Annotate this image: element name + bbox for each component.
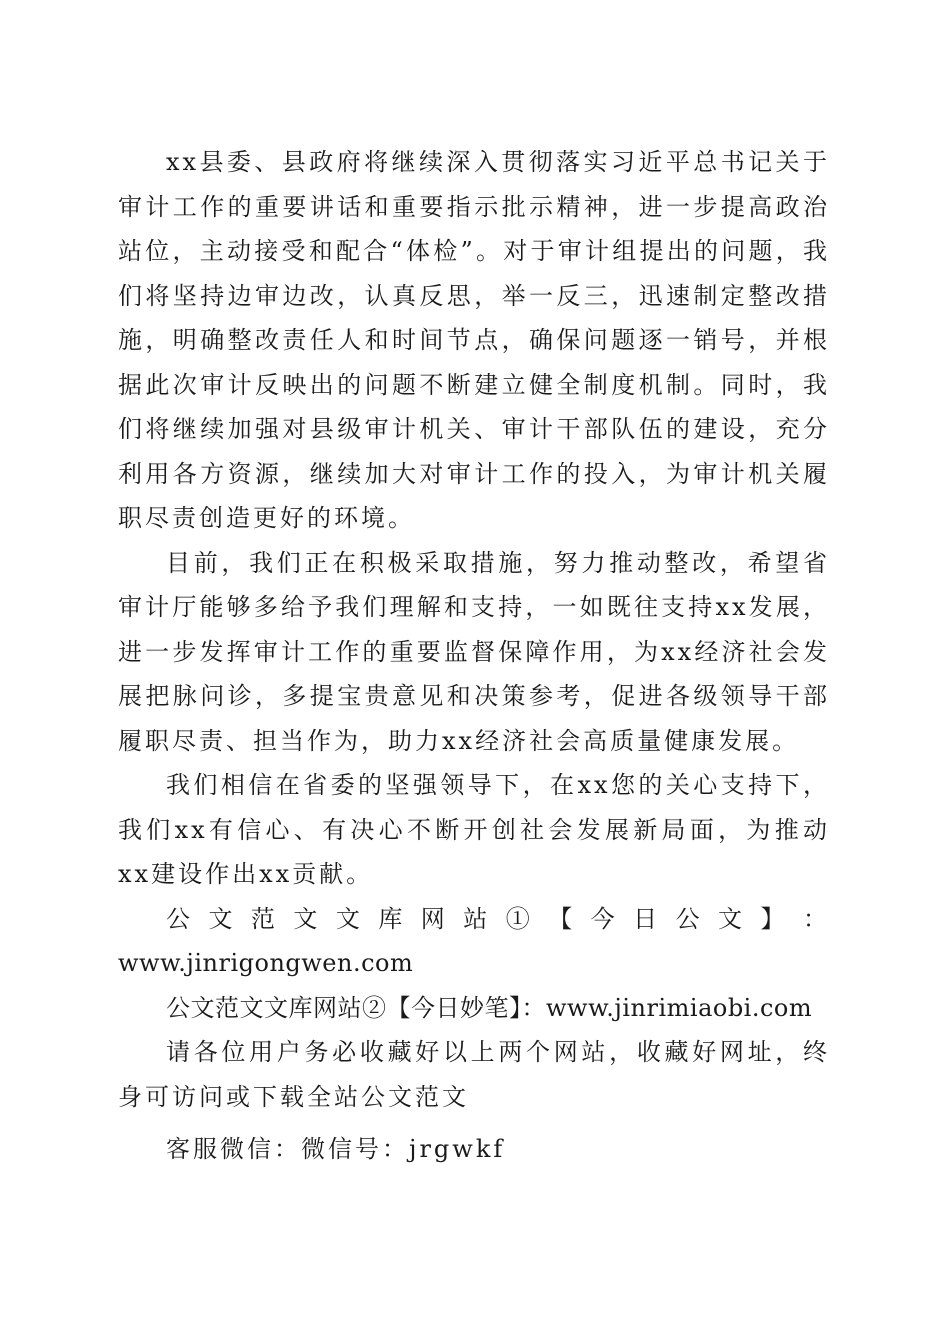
site1-url: www.jinrigongwen.com bbox=[118, 949, 414, 977]
paragraph-1: xx县委、县政府将继续深入贯彻落实习近平总书记关于审计工作的重要讲话和重要指示批示精神，进一步提高政治站位，主动接受和配合“体检”。对于审计组提出的问题，我们将坚持边审边改，认真反思，举一反三，迅速制定整改措施，明确整改责任人和时间节点，确保问题逐一销号，并根据此次审计反映出的问题不断建立健全制度机制。同时，我们将继续加强对县级审计机关、审计干部队伍的建设，充分利用各方资源，继续加大对审计工作的投入，为审计机关履职尽责创造更好的环境。 bbox=[118, 148, 830, 532]
notice-paragraph: 请各位用户务必收藏好以上两个网站，收藏好网址，终身可访问或下载全站公文范文 bbox=[118, 1038, 830, 1111]
site2-line: 公文范文文库网站②【今日妙笔】：www.jinrimiaobi.com bbox=[166, 993, 813, 1022]
paragraph-2: 目前，我们正在积极采取措施，努力推动整改，希望省审计厅能够多给予我们理解和支持，一如既往支持xx发展，进一步发挥审计工作的重要监督保障作用，为xx经济社会发展把脉问诊，多提宝贵意见和决策参考，促进各级领导干部履职尽责、担当作为，助力xx经济社会高质量健康发展。 bbox=[118, 548, 830, 755]
document-body bbox=[118, 140, 830, 1172]
service-line: 客服微信：微信号：jrgwkf bbox=[166, 1135, 506, 1163]
paragraph-3: 我们相信在省委的坚强领导下，在xx您的关心支持下，我们xx有信心、有决心不断开创社会发展新局面，为推动xx建设作出xx贡献。 bbox=[118, 771, 830, 888]
site1-label: 公 文 范 文 文 库 网 站 ① 【 今 日 公 文 】 ： bbox=[166, 904, 830, 933]
